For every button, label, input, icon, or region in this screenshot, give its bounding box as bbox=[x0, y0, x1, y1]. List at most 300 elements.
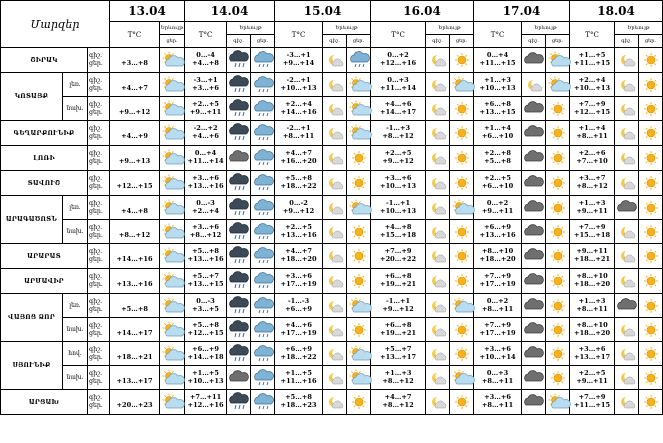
temp-unit-header: T°C bbox=[275, 22, 323, 48]
day-temperature: +4…+8 bbox=[192, 59, 219, 67]
temperature-value: +14…+16 bbox=[116, 255, 153, 263]
night-temperature: 0…+2 bbox=[387, 51, 409, 60]
moon-cloud-icon bbox=[323, 146, 347, 171]
temperature-cell bbox=[185, 390, 227, 415]
sun-cloud-icon bbox=[160, 146, 185, 171]
sun-cloud-icon bbox=[160, 244, 185, 269]
cloud-icon bbox=[227, 366, 251, 390]
temperature-cell bbox=[371, 171, 426, 196]
subregion-label: նախ. bbox=[63, 220, 88, 244]
night-temperature: +3…+6 bbox=[484, 393, 511, 402]
cloud-icon bbox=[522, 220, 546, 244]
day-temperature: +9…+11 bbox=[576, 206, 608, 215]
day-temperature: +18…+20 bbox=[574, 280, 611, 288]
sun-cloud-icon bbox=[347, 121, 371, 146]
daynight-label bbox=[88, 342, 110, 366]
day-temperature: +10…+13 bbox=[479, 83, 516, 92]
night-rain-icon bbox=[227, 48, 251, 73]
temperature-cell bbox=[371, 318, 426, 342]
night-label: գիշ. bbox=[89, 394, 103, 402]
sun-cloud-icon bbox=[160, 121, 185, 146]
moon-cloud-icon bbox=[426, 146, 450, 171]
sun-icon bbox=[639, 48, 663, 73]
day-temperature: +18…+20 bbox=[574, 328, 611, 337]
rain-cloud-icon bbox=[251, 269, 275, 294]
temperature-cell bbox=[371, 294, 426, 318]
day-temperature: +17…+19 bbox=[479, 328, 516, 337]
temperature-cell bbox=[371, 269, 426, 294]
region-name: ԼՈՌԻ bbox=[1, 146, 88, 171]
day-temperature: +14…+18 bbox=[187, 352, 224, 361]
temperature-cell bbox=[570, 220, 615, 244]
night-temperature: +6…+8 bbox=[484, 99, 511, 108]
sun-icon bbox=[347, 390, 371, 415]
moon-cloud-icon bbox=[615, 366, 639, 390]
temperature-value: +18…+21 bbox=[116, 352, 153, 361]
night-label: գիշ. bbox=[89, 223, 103, 231]
night-temperature: +6…+8 bbox=[384, 320, 412, 329]
region-name: ԿՈՏԱՅՔ bbox=[1, 73, 63, 121]
temperature-cell bbox=[185, 196, 227, 220]
region-row bbox=[1, 146, 663, 171]
moon-cloud-icon bbox=[615, 390, 639, 415]
region-row bbox=[1, 97, 663, 121]
day-temperature: +12…+15 bbox=[574, 107, 611, 116]
sun-cloud-icon bbox=[450, 366, 474, 390]
sun-cloud-icon bbox=[160, 318, 185, 342]
night-temperature: +7…+9 bbox=[578, 222, 606, 231]
temperature-cell bbox=[570, 196, 615, 220]
temperature-cell bbox=[474, 97, 522, 121]
day-temperature: +18…+20 bbox=[280, 255, 317, 263]
night-temperature: +1…+5 bbox=[285, 368, 312, 377]
temperature-cell bbox=[570, 73, 615, 97]
day-label: ցեր. bbox=[89, 353, 103, 361]
temperature-cell bbox=[110, 146, 160, 171]
cloud-icon bbox=[522, 97, 546, 121]
night-temperature: +2…+4 bbox=[285, 99, 312, 108]
sun-icon bbox=[546, 121, 570, 146]
moon-cloud-icon bbox=[426, 342, 450, 366]
daynight-label bbox=[88, 121, 110, 146]
moon-cloud-icon bbox=[426, 48, 450, 73]
sun-icon bbox=[450, 244, 474, 269]
night-temperature: +1…+5 bbox=[578, 51, 606, 60]
day-temperature: +15…+18 bbox=[380, 230, 417, 239]
temperature-cell bbox=[110, 196, 160, 220]
moon-cloud-icon bbox=[615, 97, 639, 121]
temperature-cell bbox=[371, 48, 426, 73]
day-temperature: +8…+12 bbox=[382, 376, 414, 385]
region-name: ԱՐԱԳԱԾՈՏՆ bbox=[1, 196, 63, 244]
temperature-value: +5…+8 bbox=[121, 304, 148, 313]
temperature-value: +20…+23 bbox=[116, 401, 153, 409]
subregion-label: նախ. bbox=[63, 366, 88, 390]
subregion-label: լեռ. bbox=[63, 196, 88, 220]
cloud-icon bbox=[522, 318, 546, 342]
temperature-cell bbox=[110, 269, 160, 294]
region-name: ԱՐՑԱԽ bbox=[1, 390, 88, 415]
night-temperature: +7…+11 bbox=[189, 393, 222, 402]
night-temperature: +2…+8 bbox=[484, 149, 511, 158]
day-label: ցեր. bbox=[89, 158, 103, 165]
cloud-icon bbox=[522, 366, 546, 390]
day-temperature: +10…+13 bbox=[187, 376, 224, 385]
sun-icon bbox=[639, 342, 663, 366]
night-temperature: +2…+4 bbox=[578, 75, 606, 84]
temperature-cell bbox=[371, 73, 426, 97]
temperature-cell bbox=[185, 48, 227, 73]
day-label: ցեր. bbox=[89, 183, 103, 190]
day-temperature: +17…+19 bbox=[280, 328, 317, 337]
day-temperature: +9…+11 bbox=[576, 376, 608, 385]
day-temperature: +5…+8 bbox=[484, 157, 511, 165]
temperature-value: +9…+13 bbox=[118, 157, 151, 165]
day-temperature: +8…+11 bbox=[481, 376, 514, 385]
phenomenon-header: Երևույթ bbox=[160, 22, 185, 35]
day-subheader: ցեր. bbox=[546, 35, 570, 48]
moon-cloud-icon bbox=[426, 196, 450, 220]
cloud-icon bbox=[522, 121, 546, 146]
day-temperature: +14…+17 bbox=[380, 107, 417, 116]
day-temperature: +17…+19 bbox=[479, 280, 516, 288]
sun-icon bbox=[639, 390, 663, 415]
moon-cloud-icon bbox=[323, 196, 347, 220]
night-rain-icon bbox=[227, 121, 251, 146]
night-temperature: -3…+1 bbox=[286, 51, 311, 60]
temperature-cell bbox=[474, 366, 522, 390]
day-temperature: +2…+4 bbox=[192, 206, 219, 215]
day-subheader: ցեր. bbox=[251, 35, 275, 48]
day-subheader: ցեր. bbox=[639, 35, 663, 48]
sun-cloud-icon bbox=[160, 97, 185, 121]
night-temperature: +2…+5 bbox=[484, 174, 511, 183]
night-rain-icon bbox=[227, 342, 251, 366]
night-temperature: +1…+3 bbox=[578, 198, 606, 207]
sun-icon bbox=[450, 342, 474, 366]
sun-icon bbox=[450, 220, 474, 244]
sun-icon bbox=[347, 146, 371, 171]
temperature-cell bbox=[110, 121, 160, 146]
night-temperature: +7…+9 bbox=[484, 272, 511, 281]
night-temperature: 0…+4 bbox=[194, 149, 217, 158]
night-temperature: +5…+8 bbox=[192, 320, 219, 329]
night-temperature: 0…+4 bbox=[486, 51, 509, 60]
temperature-cell bbox=[185, 342, 227, 366]
region-row bbox=[1, 244, 663, 269]
sun-cloud-icon bbox=[160, 366, 185, 390]
night-label: գիշ. bbox=[89, 125, 103, 133]
day-temperature: +20…+22 bbox=[380, 255, 417, 263]
phenomenon-header: Երևույթ bbox=[323, 22, 371, 35]
night-label: գիշ. bbox=[89, 175, 103, 183]
night-temperature: +5…+8 bbox=[285, 174, 312, 183]
sun-cloud-icon bbox=[347, 366, 371, 390]
rain-cloud-icon bbox=[251, 97, 275, 121]
night-label: գիշ. bbox=[89, 199, 103, 207]
region-row bbox=[1, 390, 663, 415]
temperature-value: +13…+17 bbox=[116, 376, 153, 385]
night-rain-icon bbox=[227, 196, 251, 220]
night-temperature: +4…+6 bbox=[384, 99, 412, 108]
day-label: ցեր. bbox=[89, 256, 103, 263]
sun-icon bbox=[639, 220, 663, 244]
date-header: 15.04 bbox=[275, 1, 371, 22]
temperature-cell bbox=[275, 73, 323, 97]
temperature-cell bbox=[371, 196, 426, 220]
sun-cloud-icon bbox=[160, 73, 185, 97]
day-temperature: +9…+11 bbox=[481, 206, 514, 215]
moon-cloud-icon bbox=[426, 121, 450, 146]
daynight-label bbox=[88, 390, 110, 415]
day-temperature: +11…+14 bbox=[187, 157, 224, 165]
sun-icon bbox=[450, 269, 474, 294]
moon-cloud-icon bbox=[323, 390, 347, 415]
sun-cloud-icon bbox=[160, 294, 185, 318]
sun-cloud-icon bbox=[347, 294, 371, 318]
moon-cloud-icon bbox=[323, 171, 347, 196]
temperature-cell bbox=[371, 390, 426, 415]
day-temperature: +18…+23 bbox=[280, 401, 317, 409]
temperature-cell bbox=[275, 171, 323, 196]
temperature-cell bbox=[570, 342, 615, 366]
day-label: ցեր. bbox=[89, 377, 103, 385]
day-label: ցեր. bbox=[89, 329, 103, 337]
cloud-icon bbox=[522, 390, 546, 415]
day-temperature: +9…+11 bbox=[189, 107, 222, 116]
sun-cloud-icon bbox=[160, 48, 185, 73]
temp-unit-header: T°C bbox=[185, 22, 227, 48]
sun-cloud-icon bbox=[160, 220, 185, 244]
sun-icon bbox=[546, 342, 570, 366]
temp-unit-header: T°C bbox=[110, 22, 160, 48]
day-label: ցեր. bbox=[89, 207, 103, 215]
day-temperature: +3…+6 bbox=[192, 83, 219, 92]
daynight-label bbox=[88, 73, 110, 97]
region-row bbox=[1, 269, 663, 294]
cloud-icon bbox=[522, 196, 546, 220]
rain-cloud-icon bbox=[251, 342, 275, 366]
night-temperature: +6…+9 bbox=[192, 344, 219, 353]
moon-cloud-icon bbox=[323, 366, 347, 390]
temperature-cell bbox=[474, 244, 522, 269]
rain-cloud-icon bbox=[251, 220, 275, 244]
subregion-label: լեռ. bbox=[63, 294, 88, 318]
temperature-cell bbox=[570, 48, 615, 73]
night-temperature: +2…+5 bbox=[192, 99, 219, 108]
temperature-cell bbox=[570, 318, 615, 342]
day-temperature: +8…+12 bbox=[189, 230, 222, 239]
day-label: ցեր. bbox=[89, 402, 103, 409]
moon-cloud-icon bbox=[615, 121, 639, 146]
night-rain-icon bbox=[227, 318, 251, 342]
night-temperature: +1…+5 bbox=[192, 368, 219, 377]
temperature-cell bbox=[371, 342, 426, 366]
sun-cloud-icon bbox=[347, 342, 371, 366]
day-temperature: +17…+19 bbox=[280, 280, 317, 288]
temperature-cell bbox=[185, 269, 227, 294]
temperature-cell bbox=[185, 318, 227, 342]
night-temperature: +4…+7 bbox=[285, 149, 312, 158]
moon-cloud-icon bbox=[323, 318, 347, 342]
moon-cloud-icon bbox=[615, 73, 639, 97]
day-temperature: +3…+5 bbox=[192, 304, 219, 313]
moon-cloud-icon bbox=[323, 294, 347, 318]
temperature-cell bbox=[474, 73, 522, 97]
temperature-cell bbox=[474, 269, 522, 294]
temp-unit-header: T°C bbox=[570, 22, 615, 48]
temperature-cell bbox=[275, 146, 323, 171]
temperature-cell bbox=[275, 318, 323, 342]
cloud-icon bbox=[522, 48, 546, 73]
daynight-label bbox=[88, 48, 110, 73]
region-row bbox=[1, 196, 663, 220]
sun-icon bbox=[546, 294, 570, 318]
rain-cloud-icon bbox=[251, 196, 275, 220]
night-temperature: +2…+5 bbox=[285, 222, 312, 231]
day-label: ցեր. bbox=[89, 281, 103, 288]
night-temperature: +5…+7 bbox=[384, 344, 412, 353]
day-temperature: +19…+21 bbox=[380, 328, 417, 337]
moon-cloud-icon bbox=[323, 342, 347, 366]
region-row bbox=[1, 318, 663, 342]
night-temperature: +8…+10 bbox=[576, 320, 608, 329]
daynight-label bbox=[88, 366, 110, 390]
temperature-cell bbox=[110, 342, 160, 366]
temperature-cell bbox=[185, 244, 227, 269]
sun-icon bbox=[639, 366, 663, 390]
day-temperature: +8…+12 bbox=[382, 401, 414, 409]
sun-cloud-icon bbox=[450, 294, 474, 318]
night-temperature: +5…+8 bbox=[285, 393, 312, 402]
night-temperature: -2…+1 bbox=[286, 124, 311, 133]
night-temperature: 0…-4 bbox=[196, 51, 215, 60]
region-name: ԳԵՂԱՐՔՈՒՆԻՔ bbox=[1, 121, 88, 146]
temperature-cell bbox=[570, 121, 615, 146]
night-temperature: +1…+3 bbox=[578, 296, 606, 305]
night-temperature: +8…+10 bbox=[576, 272, 608, 281]
temperature-value: +9…+12 bbox=[118, 107, 151, 116]
cloud-icon bbox=[522, 244, 546, 269]
sun-icon bbox=[639, 97, 663, 121]
night-subheader: գիշ. bbox=[227, 35, 251, 48]
region-row bbox=[1, 342, 663, 366]
temperature-cell bbox=[275, 196, 323, 220]
temperature-cell bbox=[110, 220, 160, 244]
sun-icon bbox=[347, 318, 371, 342]
night-label: գիշ. bbox=[89, 76, 103, 84]
temperature-value: +14…+17 bbox=[116, 328, 153, 337]
sun-icon bbox=[639, 269, 663, 294]
temperature-cell bbox=[474, 48, 522, 73]
region-name: ԱՐԱՐԱՏ bbox=[1, 244, 88, 269]
sun-icon bbox=[450, 146, 474, 171]
night-temperature: +5…+8 bbox=[192, 247, 219, 256]
day-temperature: +13…+16 bbox=[187, 182, 224, 190]
cloud-icon bbox=[522, 171, 546, 196]
temperature-cell bbox=[474, 146, 522, 171]
night-temperature: +6…+8 bbox=[384, 272, 412, 281]
night-temperature: -3…+1 bbox=[193, 75, 218, 84]
night-subheader: գիշ. bbox=[615, 35, 639, 48]
moon-cloud-icon bbox=[426, 97, 450, 121]
night-label: գիշ. bbox=[89, 297, 103, 305]
moon-cloud-icon bbox=[426, 318, 450, 342]
day-temperature: +13…+16 bbox=[280, 230, 317, 239]
sun-icon bbox=[347, 269, 371, 294]
day-temperature: +10…+13 bbox=[280, 83, 317, 92]
day-temperature: +11…+16 bbox=[280, 376, 317, 385]
night-temperature: +1…+3 bbox=[484, 75, 511, 84]
temperature-cell bbox=[185, 220, 227, 244]
temperature-cell bbox=[570, 294, 615, 318]
sun-cloud-icon bbox=[546, 48, 570, 73]
moon-cloud-icon bbox=[323, 73, 347, 97]
temperature-cell bbox=[474, 220, 522, 244]
temperature-value: +12…+15 bbox=[116, 182, 153, 190]
subregion-label: հով. bbox=[63, 342, 88, 366]
moon-cloud-icon bbox=[426, 269, 450, 294]
day-temperature: +13…+17 bbox=[574, 352, 611, 361]
cloud-icon bbox=[227, 146, 251, 171]
moon-cloud-icon bbox=[323, 244, 347, 269]
temperature-cell bbox=[110, 97, 160, 121]
day-temperature: +10…+14 bbox=[479, 352, 516, 361]
day-temperature: +18…+22 bbox=[280, 352, 317, 361]
day-temperature: +8…+12 bbox=[576, 182, 608, 190]
rain-cloud-icon bbox=[251, 146, 275, 171]
day-temperature: +8…+11 bbox=[282, 132, 315, 140]
night-temperature: +1…+4 bbox=[484, 124, 511, 133]
sun-icon bbox=[639, 73, 663, 97]
night-rain-icon bbox=[227, 244, 251, 269]
day-temperature: +10…+13 bbox=[380, 182, 417, 190]
day-label: ցեր. bbox=[89, 84, 103, 92]
sun-cloud-icon bbox=[450, 196, 474, 220]
temperature-cell bbox=[474, 294, 522, 318]
night-temperature: 0…-3 bbox=[196, 296, 215, 305]
sun-icon bbox=[450, 171, 474, 196]
night-temperature: +1…+4 bbox=[578, 124, 606, 133]
sun-icon bbox=[546, 171, 570, 196]
night-rain-icon bbox=[227, 220, 251, 244]
date-header: 18.04 bbox=[570, 1, 663, 22]
night-temperature: -1…-3 bbox=[287, 296, 310, 305]
day-temperature: +13…+16 bbox=[187, 255, 224, 263]
rain-cloud-icon bbox=[347, 48, 371, 73]
night-rain-icon bbox=[227, 73, 251, 97]
night-temperature: +1…+3 bbox=[384, 368, 412, 377]
sun-cloud-icon bbox=[160, 342, 185, 366]
region-row bbox=[1, 220, 663, 244]
moon-cloud-icon bbox=[615, 48, 639, 73]
temperature-cell bbox=[371, 244, 426, 269]
region-row bbox=[1, 121, 663, 146]
day-temperature: +16…+20 bbox=[280, 157, 317, 165]
date-header: 14.04 bbox=[185, 1, 275, 22]
night-rain-icon bbox=[227, 269, 251, 294]
moon-cloud-icon bbox=[323, 48, 347, 73]
temperature-cell bbox=[570, 244, 615, 269]
region-name: ԱՐՄԱՎԻՐ bbox=[1, 269, 88, 294]
temperature-cell bbox=[371, 366, 426, 390]
night-temperature: +4…+8 bbox=[384, 222, 412, 231]
rain-cloud-icon bbox=[251, 48, 275, 73]
daynight-label bbox=[88, 269, 110, 294]
moon-cloud-icon bbox=[426, 171, 450, 196]
night-label: գիշ. bbox=[89, 52, 103, 60]
sun-icon bbox=[450, 48, 474, 73]
